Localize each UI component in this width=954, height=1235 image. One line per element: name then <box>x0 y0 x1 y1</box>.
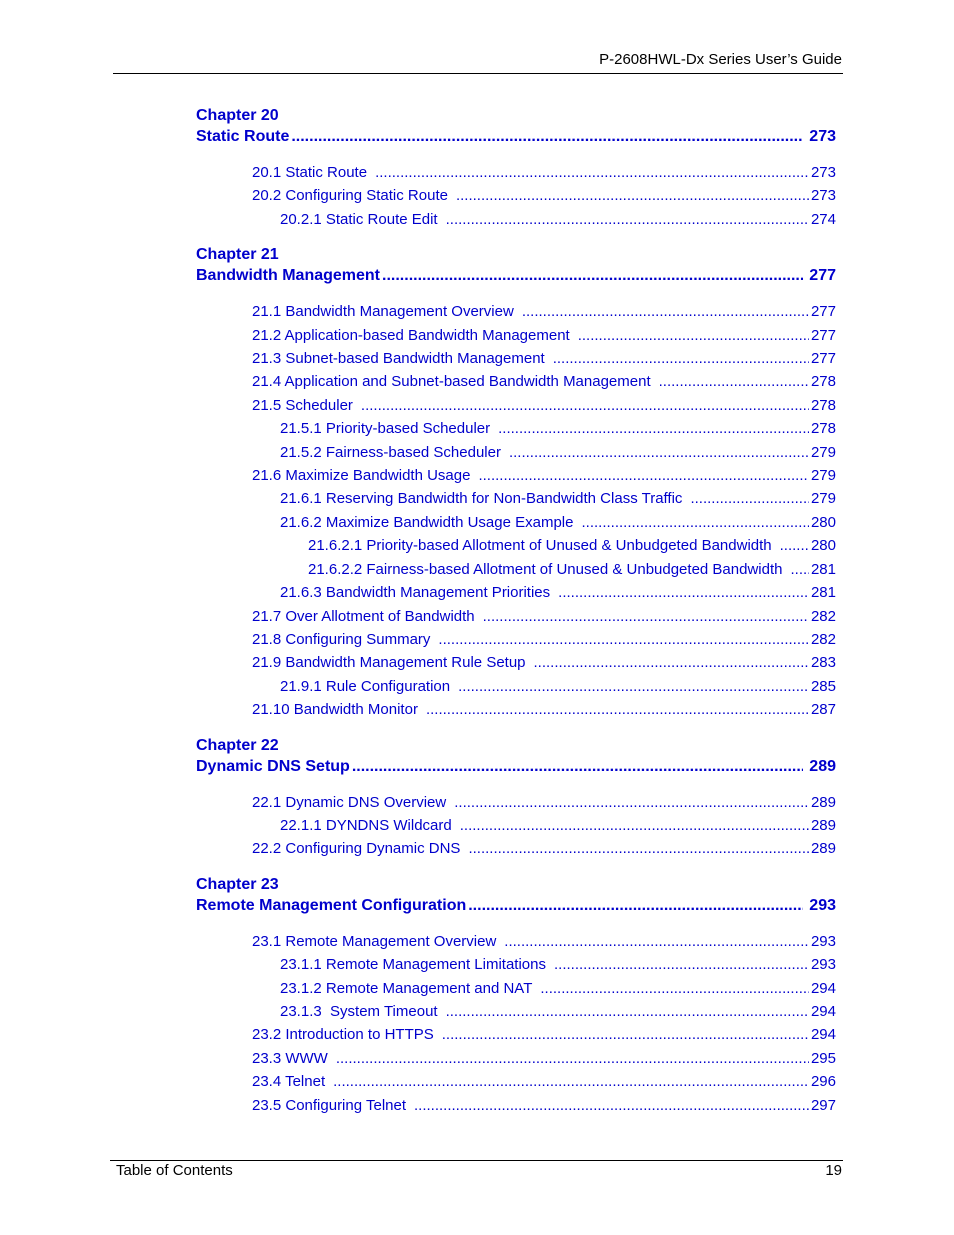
chapter-number[interactable]: Chapter 20 <box>196 107 279 124</box>
entry-label: 21.9 Bandwidth Management Rule Setup <box>252 654 526 672</box>
entry-page: 278 <box>810 420 836 438</box>
chapter-page: 293 <box>809 896 836 914</box>
dot-leader <box>382 265 803 287</box>
chapter-title-link[interactable] <box>196 895 836 917</box>
entry-label: 21.4 Application and Subnet-based Bandwidth Management <box>252 373 651 391</box>
dot-leader <box>780 534 809 557</box>
entry-label: 21.5 Scheduler <box>252 396 353 414</box>
dot-leader <box>522 300 809 323</box>
dot-leader <box>458 675 809 698</box>
entry-page: 278 <box>810 396 836 414</box>
entry-page: 295 <box>810 1049 836 1067</box>
chapter-page: 289 <box>809 757 836 775</box>
toc-entry-21-5-1[interactable] <box>196 417 836 440</box>
dot-leader <box>446 1000 809 1023</box>
toc-entry-23-2[interactable] <box>196 1023 836 1046</box>
dot-leader <box>690 487 809 510</box>
dot-leader <box>333 1070 809 1093</box>
toc-entry-21-5[interactable] <box>196 394 836 417</box>
dot-leader <box>498 417 809 440</box>
toc-entry-20-2[interactable] <box>196 184 836 207</box>
entry-page: 285 <box>810 677 836 695</box>
dot-leader <box>291 126 803 148</box>
chapter-page: 277 <box>809 267 836 285</box>
toc-entry-23-4[interactable] <box>196 1070 836 1093</box>
entry-label: 21.6.2 Maximize Bandwidth Usage Example <box>280 513 574 531</box>
toc-entry-21-2[interactable] <box>196 324 836 347</box>
entry-label: 21.6.1 Reserving Bandwidth for Non-Bandwidth Class Traffic <box>280 490 683 508</box>
entry-label: 22.1.1 DYNDNS Wildcard <box>280 816 452 834</box>
entry-label: 20.1 Static Route <box>252 164 368 181</box>
chapter-number[interactable]: Chapter 23 <box>196 875 279 893</box>
entry-label: 23.1.3 System Timeout <box>280 1002 438 1020</box>
toc-entry-21-8[interactable] <box>196 628 836 651</box>
toc-entry-21-6-2-2[interactable] <box>196 558 836 581</box>
entry-page: 294 <box>810 1002 836 1020</box>
footer-rule <box>110 1160 843 1161</box>
toc-entry-23-5[interactable] <box>196 1094 836 1117</box>
entry-label: 21.6.2.1 Priority-based Allotment of Unused & Unbudgeted Bandwidth <box>308 537 772 555</box>
entry-label: 23.5 Configuring Telnet <box>252 1096 406 1114</box>
entry-label: 23.1.1 Remote Management Limitations <box>280 956 546 974</box>
chapter-22 <box>196 735 836 861</box>
dot-leader <box>558 581 809 604</box>
entry-page: 293 <box>810 932 836 950</box>
dot-leader <box>468 895 803 917</box>
toc-entry-23-1-1[interactable] <box>196 953 836 976</box>
entry-page: 297 <box>810 1096 836 1114</box>
dot-leader <box>446 208 809 231</box>
chapter-title: Bandwidth Management <box>196 267 381 285</box>
entry-label: 21.6.3 Bandwidth Management Priorities <box>280 584 551 602</box>
entry-label: 23.1.2 Remote Management and NAT <box>280 979 533 997</box>
dot-leader <box>483 605 809 628</box>
entry-page: 279 <box>810 443 836 461</box>
dot-leader <box>790 558 808 581</box>
entry-page: 294 <box>810 979 836 997</box>
toc-entry-23-3[interactable] <box>196 1047 836 1070</box>
dot-leader <box>553 347 809 370</box>
entry-label: 23.2 Introduction to HTTPS <box>252 1026 434 1044</box>
toc-entry-21-9[interactable] <box>196 651 836 674</box>
toc-entry-21-1[interactable] <box>196 300 836 323</box>
footer-section-title: Table of Contents <box>116 1162 233 1179</box>
entry-page: 289 <box>810 840 836 858</box>
dot-leader <box>336 1047 809 1070</box>
entry-page: 280 <box>810 513 836 531</box>
entry-label: 20.2.1 Static Route Edit <box>280 210 438 228</box>
toc-entry-20-2-1[interactable] <box>196 208 836 231</box>
dot-leader <box>456 184 809 207</box>
chapter-title-link[interactable] <box>196 126 836 148</box>
entry-page: 280 <box>810 537 836 555</box>
dot-leader <box>442 1023 809 1046</box>
toc-entry-22-1-1[interactable] <box>196 814 836 837</box>
entry-label: 21.8 Configuring Summary <box>252 630 431 648</box>
dot-leader <box>509 441 809 464</box>
entry-page: 293 <box>810 956 836 974</box>
entry-page: 283 <box>810 654 836 672</box>
chapter-title-link[interactable] <box>196 756 836 778</box>
dot-leader <box>361 394 809 417</box>
toc-entry-21-9-1[interactable] <box>196 675 836 698</box>
entry-label: 23.1 Remote Management Overview <box>252 932 497 950</box>
toc-entry-22-2[interactable] <box>196 837 836 860</box>
dot-leader <box>504 930 809 953</box>
running-header-title: P-2608HWL-Dx Series User’s Guide <box>599 51 842 68</box>
entry-label: 21.1 Bandwidth Management Overview <box>252 303 514 321</box>
toc-entry-23-1-3[interactable] <box>196 1000 836 1023</box>
footer-page-number: 19 <box>825 1162 842 1179</box>
chapter-title: Remote Management Configuration <box>196 896 467 914</box>
chapter-21 <box>196 244 836 721</box>
toc-entry-21-10[interactable] <box>196 698 836 721</box>
entry-label: 23.3 WWW <box>252 1049 328 1067</box>
toc-entry-22-1[interactable] <box>196 791 836 814</box>
dot-leader <box>478 464 809 487</box>
entry-page: 281 <box>810 560 836 578</box>
entry-page: 279 <box>810 490 836 508</box>
toc-entry-23-1[interactable] <box>196 930 836 953</box>
entry-label: 20.2 Configuring Static Route <box>252 187 448 205</box>
entry-label: 21.9.1 Rule Configuration <box>280 677 451 695</box>
toc-entry-21-3[interactable] <box>196 347 836 370</box>
chapter-title-link[interactable] <box>196 265 836 287</box>
entry-page: 282 <box>810 630 836 648</box>
entry-page: 277 <box>810 326 836 344</box>
toc-entry-21-6-2[interactable] <box>196 511 836 534</box>
dot-leader <box>554 953 809 976</box>
entry-page: 274 <box>810 210 836 228</box>
entry-label: 21.5.1 Priority-based Scheduler <box>280 420 491 438</box>
table-of-contents <box>196 105 836 1117</box>
chapter-number[interactable]: Chapter 22 <box>196 736 279 754</box>
entry-label: 21.5.2 Fairness-based Scheduler <box>280 443 501 461</box>
dot-leader <box>581 511 808 534</box>
toc-entry-23-1-2[interactable] <box>196 977 836 1000</box>
chapter-page: 273 <box>809 128 836 145</box>
entry-page: 287 <box>810 701 836 719</box>
toc-entry-21-4[interactable] <box>196 370 836 393</box>
dot-leader <box>460 814 809 837</box>
entry-page: 277 <box>810 350 836 368</box>
toc-entry-21-6-1[interactable] <box>196 487 836 510</box>
dot-leader <box>414 1094 809 1117</box>
entry-page: 282 <box>810 607 836 625</box>
entry-label: 21.10 Bandwidth Monitor <box>252 701 418 719</box>
chapter-number[interactable]: Chapter 21 <box>196 246 279 264</box>
entry-label: 21.6 Maximize Bandwidth Usage <box>252 467 471 485</box>
entry-page: 279 <box>810 467 836 485</box>
dot-leader <box>468 837 809 860</box>
dot-leader <box>578 324 809 347</box>
entry-page: 289 <box>810 816 836 834</box>
entry-page: 289 <box>810 793 836 811</box>
toc-entry-21-6[interactable] <box>196 464 836 487</box>
entry-page: 294 <box>810 1026 836 1044</box>
dot-leader <box>454 791 809 814</box>
chapter-23 <box>196 874 836 1117</box>
entry-label: 22.2 Configuring Dynamic DNS <box>252 840 461 858</box>
dot-leader <box>540 977 809 1000</box>
chapter-title: Static Route <box>196 128 290 145</box>
toc-entry-21-6-2-1[interactable] <box>196 534 836 557</box>
chapter-title: Dynamic DNS Setup <box>196 757 350 775</box>
toc-entry-21-7[interactable] <box>196 605 836 628</box>
toc-entry-20-1[interactable] <box>196 161 836 184</box>
dot-leader <box>534 651 809 674</box>
chapter-20 <box>196 105 836 231</box>
entry-label: 21.7 Over Allotment of Bandwidth <box>252 607 475 625</box>
entry-page: 296 <box>810 1073 836 1091</box>
entry-label: 21.3 Subnet-based Bandwidth Management <box>252 350 545 368</box>
dot-leader <box>659 370 809 393</box>
toc-entry-21-6-3[interactable] <box>196 581 836 604</box>
dot-leader <box>375 161 809 184</box>
entry-page: 273 <box>810 164 836 181</box>
entry-page: 273 <box>810 187 836 205</box>
dot-leader <box>352 756 803 778</box>
entry-label: 21.2 Application-based Bandwidth Management <box>252 326 570 344</box>
entry-label: 22.1 Dynamic DNS Overview <box>252 793 447 811</box>
entry-page: 281 <box>810 584 836 602</box>
dot-leader <box>438 628 809 651</box>
entry-page: 277 <box>810 303 836 321</box>
entry-page: 278 <box>810 373 836 391</box>
entry-label: 21.6.2.2 Fairness-based Allotment of Unused & Unbudgeted Bandwidth <box>308 560 783 578</box>
toc-entry-21-5-2[interactable] <box>196 441 836 464</box>
dot-leader <box>426 698 809 721</box>
header-rule <box>113 73 843 74</box>
entry-label: 23.4 Telnet <box>252 1073 326 1091</box>
